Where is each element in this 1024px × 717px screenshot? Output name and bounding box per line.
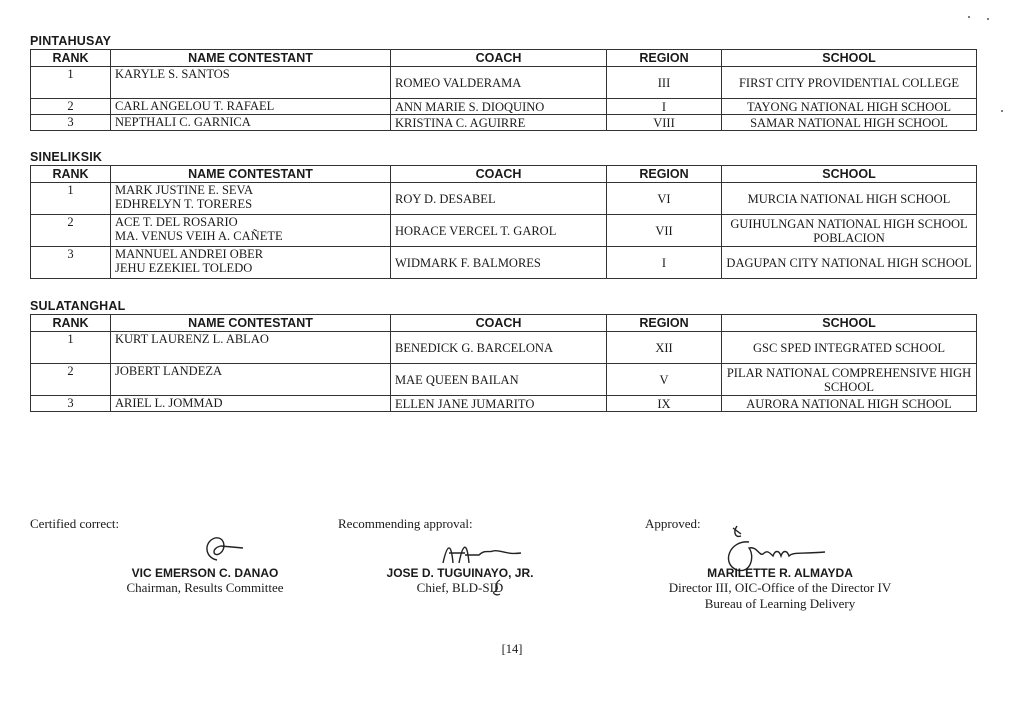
approved-name: MARILETTE R. ALMAYDA (707, 566, 853, 580)
results-table (30, 49, 977, 131)
region-cell: IX (607, 396, 722, 412)
contestant-name: JEHU EZEKIEL TOLEDO (115, 261, 253, 275)
contestant-cell: CARL ANGELOU T. RAFAEL (111, 99, 391, 115)
table-row (31, 99, 977, 115)
certified-name: VIC EMERSON C. DANAO (131, 566, 279, 580)
scan-speck (1001, 110, 1003, 112)
coach-cell: ROMEO VALDERAMA (391, 67, 607, 99)
contestant-cell: KURT LAURENZ L. ABLAO (111, 332, 391, 364)
col-region-header: REGION (607, 50, 722, 67)
table-row (31, 215, 977, 247)
rank-cell: 2 (31, 215, 111, 247)
table-row (31, 67, 977, 99)
rank-cell: 2 (31, 364, 111, 396)
region-cell: V (607, 364, 722, 396)
col-name-header: NAME CONTESTANT (111, 315, 391, 332)
section-title: PINTAHUSAY (30, 34, 112, 48)
rank-cell: 2 (31, 99, 111, 115)
table-row (31, 115, 977, 131)
approved-position: Director III, OIC-Office of the Director IV (668, 580, 892, 595)
contestant-name: ACE T. DEL ROSARIO (115, 215, 238, 229)
coach-cell: ELLEN JANE JUMARITO (391, 396, 607, 412)
table-header-row (31, 50, 977, 67)
region-cell: III (607, 67, 722, 99)
col-coach-header: COACH (391, 166, 607, 183)
recommending-name: JOSE D. TUGUINAYO, JR. (386, 566, 534, 580)
table-row (31, 332, 977, 364)
section-sineliksik (30, 150, 977, 279)
contestant-name: MANNUEL ANDREI OBER (115, 247, 264, 261)
table-row (31, 183, 977, 215)
contestant-name: MA. VENUS VEIH A. CAÑETE (115, 229, 283, 243)
school-cell: DAGUPAN CITY NATIONAL HIGH SCHOOL (722, 247, 977, 279)
certified-position: Chairman, Results Committee (126, 580, 284, 595)
table-row (31, 247, 977, 279)
recommending-block (350, 566, 570, 596)
region-cell: I (607, 99, 722, 115)
section-title: SINELIKSIK (30, 150, 103, 164)
coach-cell: ROY D. DESABEL (391, 183, 607, 215)
school-cell: GUIHULNGAN NATIONAL HIGH SCHOOL POBLACION (722, 215, 977, 247)
coach-cell: HORACE VERCEL T. GAROL (391, 215, 607, 247)
region-cell: I (607, 247, 722, 279)
col-name-header: NAME CONTESTANT (111, 166, 391, 183)
table-header-row (31, 315, 977, 332)
col-coach-header: COACH (391, 315, 607, 332)
section-sulatanghal (30, 299, 977, 412)
col-coach-header: COACH (391, 50, 607, 67)
col-region-header: REGION (607, 315, 722, 332)
contestant-cell: ARIEL L. JOMMAD (111, 396, 391, 412)
col-rank-header: RANK (31, 315, 111, 332)
school-cell: AURORA NATIONAL HIGH SCHOOL (722, 396, 977, 412)
region-cell: XII (607, 332, 722, 364)
school-cell: FIRST CITY PROVIDENTIAL COLLEGE (722, 67, 977, 99)
school-cell: GSC SPED INTEGRATED SCHOOL (722, 332, 977, 364)
col-school-header: SCHOOL (722, 166, 977, 183)
coach-cell: WIDMARK F. BALMORES (391, 247, 607, 279)
signature-scribble-danao (195, 530, 255, 570)
col-region-header: REGION (607, 166, 722, 183)
approved-office: Bureau of Learning Delivery (704, 596, 856, 611)
col-name-header: NAME CONTESTANT (111, 50, 391, 67)
contestant-cell: KARYLE S. SANTOS (111, 67, 391, 99)
contestant-cell (111, 215, 391, 247)
rank-cell: 1 (31, 67, 111, 99)
col-school-header: SCHOOL (722, 315, 977, 332)
rank-cell: 1 (31, 332, 111, 364)
rank-cell: 3 (31, 247, 111, 279)
contestant-cell (111, 247, 391, 279)
coach-cell: MAE QUEEN BAILAN (391, 364, 607, 396)
col-rank-header: RANK (31, 50, 111, 67)
scan-speck (968, 16, 970, 18)
table-row (31, 364, 977, 396)
certified-block (90, 566, 320, 596)
contestant-cell (111, 183, 391, 215)
rank-cell: 3 (31, 115, 111, 131)
school-cell: MURCIA NATIONAL HIGH SCHOOL (722, 183, 977, 215)
approved-label: Approved: (645, 516, 701, 531)
page-number: [14] (501, 642, 523, 656)
region-cell: VIII (607, 115, 722, 131)
col-rank-header: RANK (31, 166, 111, 183)
contestant-name: EDHRELYN T. TORERES (115, 197, 253, 211)
school-cell: SAMAR NATIONAL HIGH SCHOOL (722, 115, 977, 131)
region-cell: VII (607, 215, 722, 247)
rank-cell: 1 (31, 183, 111, 215)
results-table (30, 314, 977, 412)
scan-speck (987, 18, 989, 20)
contestant-cell: NEPTHALI C. GARNICA (111, 115, 391, 131)
school-cell: TAYONG NATIONAL HIGH SCHOOL (722, 99, 977, 115)
contestant-name: MARK JUSTINE E. SEVA (115, 183, 253, 197)
certified-label: Certified correct: (30, 516, 120, 531)
coach-cell: BENEDICK G. BARCELONA (391, 332, 607, 364)
rank-cell: 3 (31, 396, 111, 412)
recommending-label: Recommending approval: (338, 516, 473, 531)
table-header-row (31, 166, 977, 183)
col-school-header: SCHOOL (722, 50, 977, 67)
table-row (31, 396, 977, 412)
coach-cell: ANN MARIE S. DIOQUINO (391, 99, 607, 115)
region-cell: VI (607, 183, 722, 215)
school-cell: PILAR NATIONAL COMPREHENSIVE HIGH SCHOOL (722, 364, 977, 396)
section-title: SULATANGHAL (30, 299, 126, 313)
contestant-cell: JOBERT LANDEZA (111, 364, 391, 396)
results-table (30, 165, 977, 279)
section-pintahusay (30, 34, 977, 131)
recommending-position: Chief, BLD-SID (416, 580, 504, 595)
coach-cell: KRISTINA C. AGUIRRE (391, 115, 607, 131)
approved-block (630, 566, 930, 612)
